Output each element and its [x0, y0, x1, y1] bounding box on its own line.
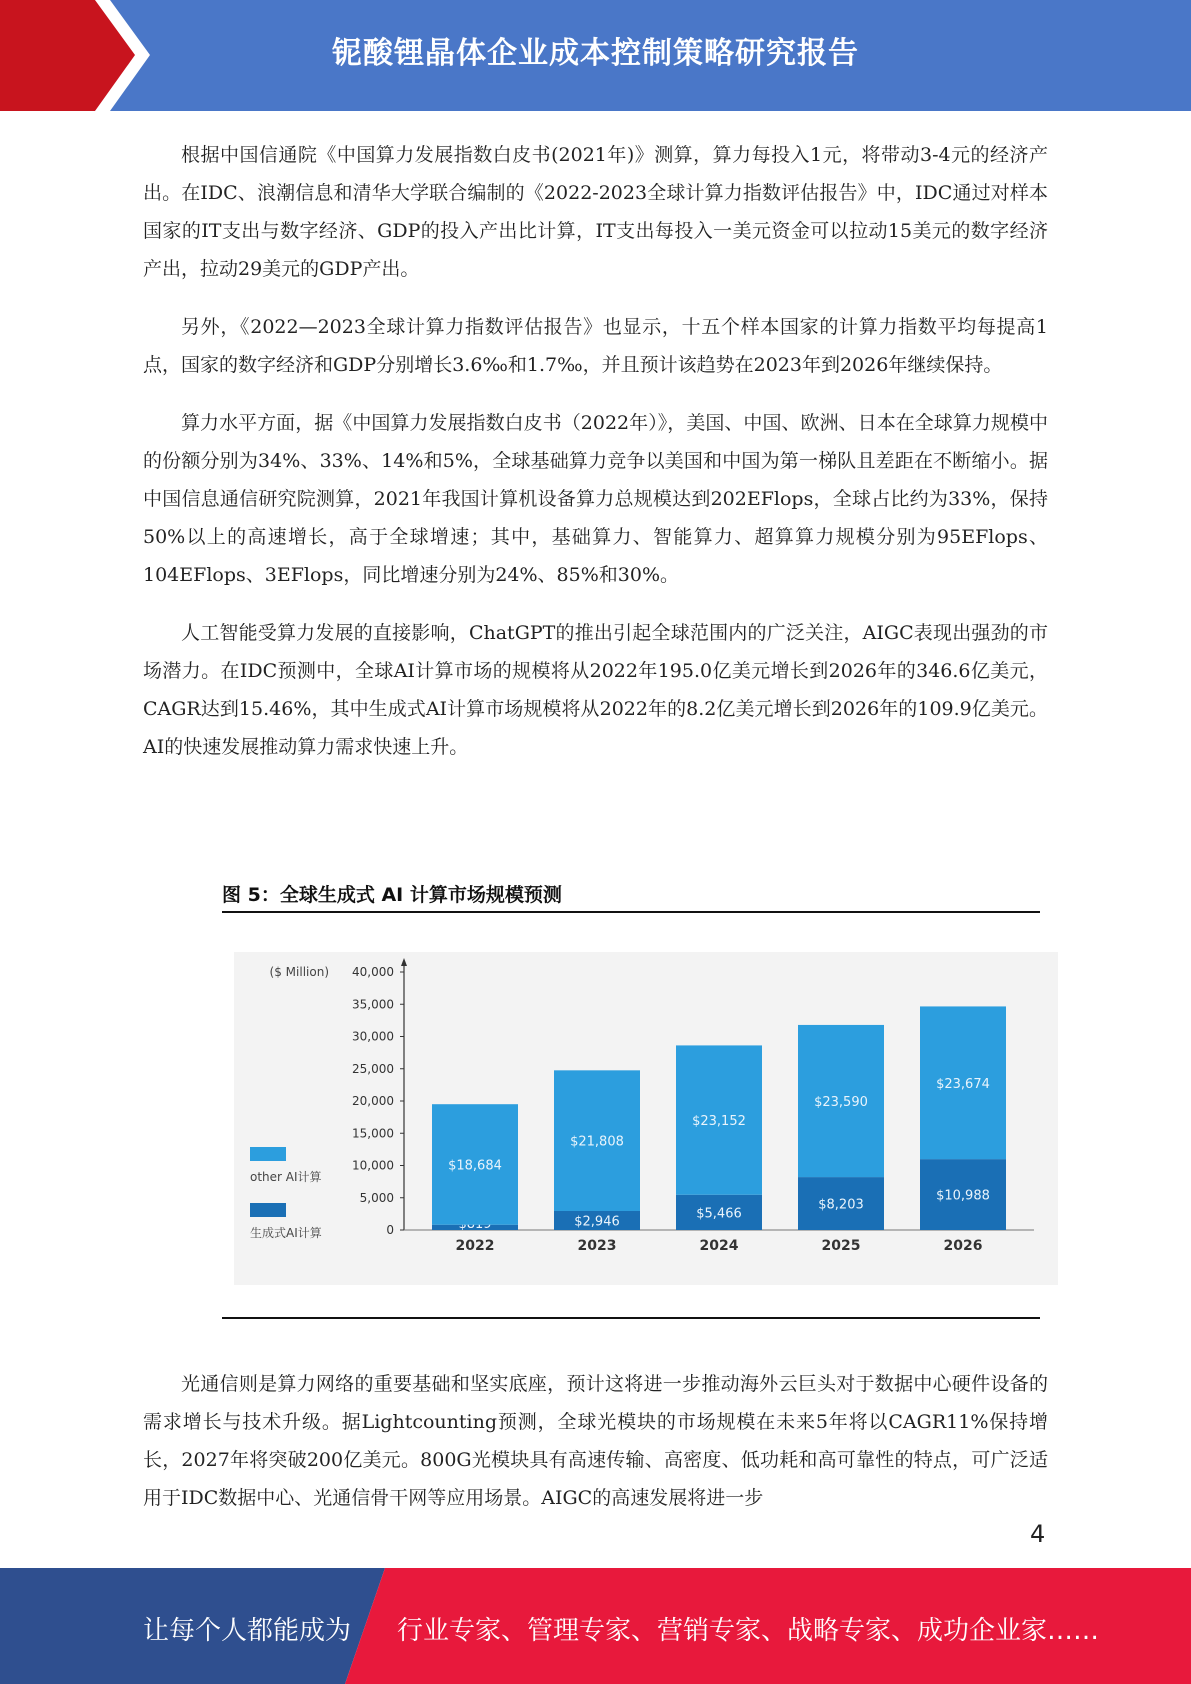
x-tick-label: 2022 — [455, 1238, 495, 1254]
y-tick-label: 15,000 — [352, 1126, 394, 1141]
bar-data-label: $18,684 — [448, 1158, 502, 1174]
legend-label: other AI计算 — [250, 1170, 322, 1184]
paragraph-5: 光通信则是算力网络的重要基础和坚实底座，预计这将进一步推动海外云巨头对于数据中心硬件设备的需求增长与技术升级。据Lightcounting预测，全球光模块的市场规模在未来5年将以CAGR11%保持增长，2027年将突破200亿美元。800G光模块具有高速传输、高密度、低功耗和高可靠性的特点，可广泛适用于IDC数据中心、光通信骨干网等应用场景。AIGC的高速发展将进一步 — [143, 1373, 1048, 1509]
y-tick-label: 10,000 — [352, 1158, 394, 1173]
y-unit-label: ($ Million) — [269, 965, 329, 979]
legend-swatch — [250, 1147, 286, 1161]
figure-5 — [222, 880, 1040, 1254]
x-tick-label: 2023 — [577, 1238, 617, 1254]
bar-data-label: $23,590 — [814, 1095, 868, 1111]
paragraph-1: 根据中国信通院《中国算力发展指数白皮书(2021年)》测算，算力每投入1元，将带动3-4元的经济产出。在IDC、浪潮信息和清华大学联合编制的《2022-2023全球计算力指数评估报告》中，IDC通过对样本国家的IT支出与数字经济、GDP的投入产出比计算，IT支出每投入一美元资金可以拉动15美元的数字经济产出，拉动29美元的GDP产出。 — [143, 144, 1048, 280]
y-tick-label: 35,000 — [352, 997, 394, 1012]
paragraph-3: 算力水平方面，据《中国算力发展指数白皮书（2022年）》，美国、中国、欧洲、日本在全球算力规模中的份额分别为34%、33%、14%和5%，全球基础算力竞争以美国和中国为第一梯队且差距在不断缩小。据中国信息通信研究院测算，2021年我国计算机设备算力总规模达到202EFlops，全球占比约为33%，保持50%以上的高速增长，高于全球增速；其中，基础算力、智能算力、超算算力规模分别为95EFlops、104EFlops、3EFlops，同比增速分别为24%、85%和30%。 — [143, 412, 1048, 586]
x-tick-label: 2024 — [699, 1238, 739, 1254]
y-tick-label: 5,000 — [359, 1190, 394, 1205]
y-tick-label: 40,000 — [352, 965, 394, 979]
paragraph-4: 人工智能受算力发展的直接影响，ChatGPT的推出引起全球范围内的广泛关注，AIGC表现出强劲的市场潜力。在IDC预测中，全球AI计算市场的规模将从2022年195.0亿美元增长到2026年的346.6亿美元，CAGR达到15.46%，其中生成式AI计算市场规模将从2022年的8.2亿美元增长到2026年的109.9亿美元。AI的快速发展推动算力需求快速上升。 — [143, 622, 1048, 758]
bar-data-label: $23,674 — [936, 1076, 990, 1092]
chart-container — [234, 952, 1058, 1285]
main-content — [143, 136, 1048, 786]
y-tick-label: 20,000 — [352, 1094, 394, 1108]
x-tick-label: 2026 — [943, 1238, 983, 1254]
stacked-bar-chart — [234, 952, 1058, 1285]
figure-bottom-rule — [222, 1317, 1040, 1319]
bar-data-label: $21,808 — [570, 1134, 624, 1150]
bar-data-label: $10,988 — [936, 1188, 990, 1204]
bar-data-label: $5,466 — [696, 1206, 742, 1222]
paragraph-2: 另外，《2022—2023全球计算力指数评估报告》也显示，十五个样本国家的计算力指数平均每提高1点，国家的数字经济和GDP分别增长3.6‰和1.7‰，并且预计该趋势在2023年到2026年继续保持。 — [143, 316, 1048, 376]
figure-title: 图 5：全球生成式 AI 计算市场规模预测 — [222, 880, 1040, 913]
legend-swatch — [250, 1203, 286, 1217]
page-number: 4 — [1030, 1520, 1046, 1548]
bar-data-label: $8,203 — [818, 1197, 864, 1213]
y-tick-label: 25,000 — [352, 1061, 394, 1076]
bar-data-label: $2,946 — [574, 1214, 620, 1230]
y-tick-label: 0 — [386, 1223, 394, 1237]
page-title: 铌酸锂晶体企业成本控制策略研究报告 — [332, 36, 859, 71]
y-axis-arrow-icon — [401, 958, 407, 966]
bar-data-label: $23,152 — [692, 1114, 746, 1130]
page-footer — [0, 1568, 1191, 1684]
page-header — [0, 0, 1191, 111]
y-tick-label: 30,000 — [352, 1029, 394, 1044]
legend-label: 生成式AI计算 — [250, 1226, 322, 1240]
footer-slogan-left: 让每个人都能成为 — [143, 1616, 352, 1646]
footer-slogan-right: 行业专家、管理专家、营销专家、战略专家、成功企业家…… — [397, 1616, 1100, 1646]
x-tick-label: 2025 — [821, 1238, 861, 1254]
